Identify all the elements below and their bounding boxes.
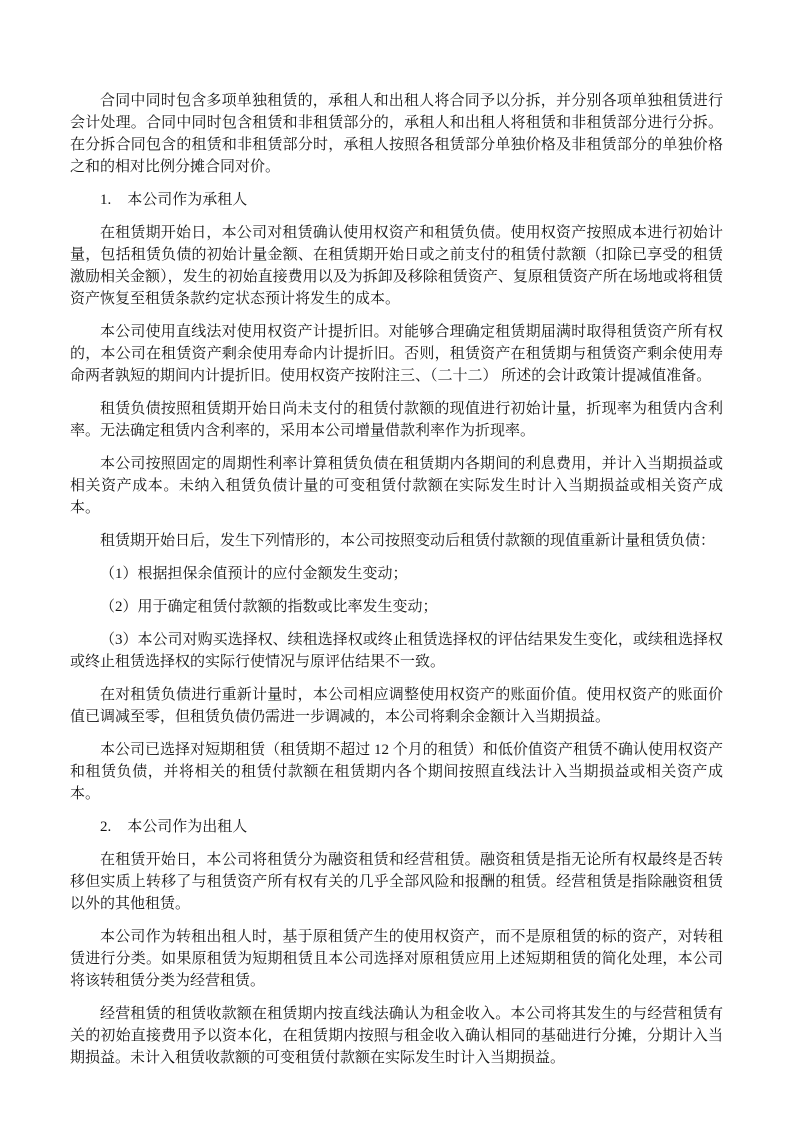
paragraph-remeasure-adjust: 在对租赁负债进行重新计量时，本公司相应调整使用权资产的账面价值。使用权资产的账面价值已调减至零，但租赁负债仍需进一步调减的，本公司将剩余金额计入当期损益。 (70, 687, 723, 725)
list-item-1: （1）根据担保余值预计的应付金额发生变动； (100, 566, 408, 582)
paragraph-interest-expense: 本公司按照固定的周期性利率计算租赁负债在租赁期内各期间的利息费用，并计入当期损益或相关资产成本。未纳入租赁负债计量的可变租赁付款额在实际发生时计入当期损益或相关资产成本。 (70, 456, 723, 516)
paragraph-initial-measurement: 在租赁期开始日，本公司对租赁确认使用权资产和租赁负债。使用权资产按照成本进行初始计量，包括租赁负债的初始计量金额、在租赁期开始日或之前支付的租赁付款额（扣除已享受的租赁激励相关金额），发生的初始直接费用以及为拆卸及移除租赁资产、复原租赁资产所在场地或将租赁资产恢复至租赁条款约定状态预计将发生的成本。 (70, 225, 723, 307)
section-heading-lessor (70, 816, 723, 838)
paragraph-depreciation: 本公司使用直线法对使用权资产计提折旧。对能够合理确定租赁期届满时取得租赁资产所有权的，本公司在租赁资产剩余使用寿命内计提折旧。否则，租赁资产在租赁期与租赁资产剩余使用寿命两者孰短的期间内计提折旧。使用权资产按附注三、（二十二） 所述的会计政策计提减值准备。 (70, 324, 723, 384)
section-number: 1. (100, 192, 112, 208)
paragraph-lease-liability: 租赁负债按照租赁期开始日尚未支付的租赁付款额的现值进行初始计量，折现率为租赁内含利率。无法确定租赁内含利率的，采用本公司增量借款利率作为折现率。 (70, 401, 723, 439)
paragraph-short-term-lease: 本公司已选择对短期租赁（租赁期不超过 12 个月的租赁）和低价值资产租赁不确认使用权资产和租赁负债，并将相关的租赁付款额在租赁期内各个期间按照直线法计入当期损益或相关资产成本。 (70, 742, 723, 802)
list-item-2: （2）用于确定租赁付款额的指数或比率发生变动； (100, 599, 438, 615)
paragraph-remeasure-intro: 租赁期开始日后，发生下列情形的，本公司按照变动后租赁付款额的现值重新计量租赁负债： (100, 533, 716, 549)
list-item-3: （3）本公司对购买选择权、续租选择权或终止租赁选择权的评估结果发生变化，或续租选择权或终止租赁选择权的实际行使情况与原评估结果不一致。 (70, 632, 723, 670)
paragraph-lease-split: 合同中同时包含多项单独租赁的，承租人和出租人将合同予以分拆，并分别各项单独租赁进行会计处理。合同中同时包含租赁和非租赁部分的，承租人和出租人将租赁和非租赁部分进行分拆。在分拆合同包含的租赁和非租赁部分时，承租人按照各租赁部分单独价格及非租赁部分的单独价格之和的相对比例分摊合同对价。 (70, 93, 723, 175)
section-title: 本公司作为承租人 (127, 192, 248, 208)
paragraph-lease-classification: 在租赁开始日，本公司将租赁分为融资租赁和经营租赁。融资租赁是指无论所有权最终是否转移但实质上转移了与租赁资产所有权有关的几乎全部风险和报酬的租赁。经营租赁是指除融资租赁以外的其他租赁。 (70, 852, 723, 912)
section-number: 2. (100, 819, 112, 835)
section-title: 本公司作为出租人 (127, 819, 248, 835)
paragraph-operating-lease-income: 经营租赁的租赁收款额在租赁期内按直线法确认为租金收入。本公司将其发生的与经营租赁有关的初始直接费用予以资本化，在租赁期内按照与租金收入确认相同的基础进行分摊，分期计入当期损益。未计入租赁收款额的可变租赁付款额在实际发生时计入当期损益。 (70, 1006, 723, 1066)
paragraph-sublease: 本公司作为转租出租人时，基于原租赁产生的使用权资产，而不是原租赁的标的资产，对转租赁进行分类。如果原租赁为短期租赁且本公司选择对原租赁应用上述短期租赁的简化处理，本公司将该转租赁分类为经营租赁。 (70, 929, 723, 989)
section-heading-lessee (70, 189, 723, 211)
